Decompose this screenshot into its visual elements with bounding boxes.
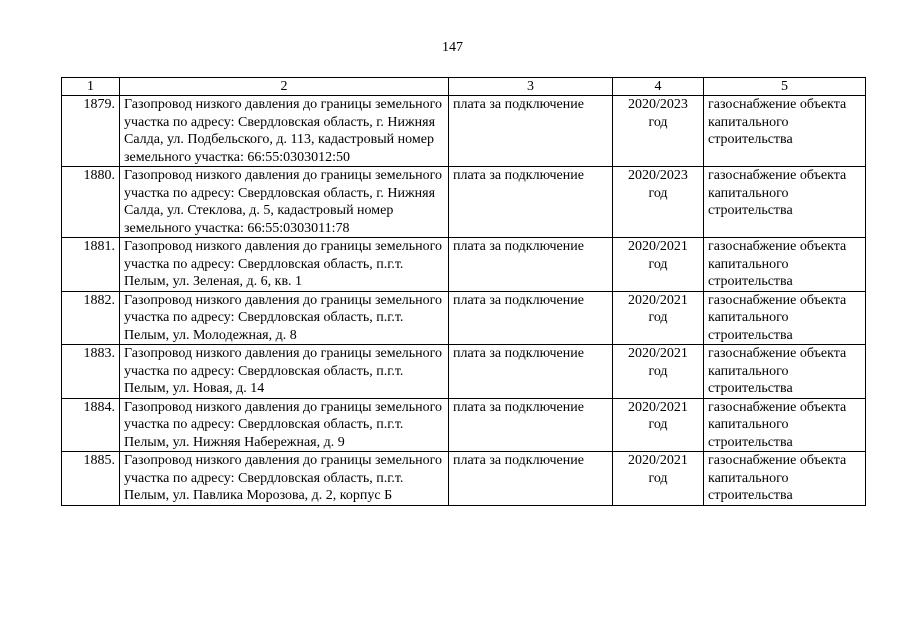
row-number-cell: 1885. [62, 452, 120, 506]
table-row [62, 96, 866, 167]
table-row [62, 345, 866, 399]
table-row [62, 167, 866, 238]
registry-table [61, 77, 866, 506]
purpose-cell: газоснабжение объекта капитального строительства [704, 96, 866, 167]
purpose-cell: газоснабжение объекта капитального строительства [704, 238, 866, 292]
purpose-cell: газоснабжение объекта капитального строительства [704, 345, 866, 399]
funding-source-cell: плата за подключение [449, 238, 613, 292]
table-row [62, 452, 866, 506]
object-description-cell: Газопровод низкого давления до границы земельного участка по адресу: Свердловская область, г. Нижняя Салда, ул. Стеклова, д. 5, кадастровый номер земельного участка: 66:55:0303011:78 [120, 167, 449, 238]
period-cell: 2020/2023 год [613, 167, 704, 238]
period-cell: 2020/2023 год [613, 96, 704, 167]
object-description-cell: Газопровод низкого давления до границы земельного участка по адресу: Свердловская область, г. Нижняя Салда, ул. Подбельского, д. 113, кадастровый номер земельного участка: 66:55:0303012:50 [120, 96, 449, 167]
funding-source-cell: плата за подключение [449, 96, 613, 167]
object-description-cell: Газопровод низкого давления до границы земельного участка по адресу: Свердловская область, п.г.т. Пелым, ул. Молодежная, д. 8 [120, 291, 449, 345]
row-number-cell: 1883. [62, 345, 120, 399]
object-description-cell: Газопровод низкого давления до границы земельного участка по адресу: Свердловская область, п.г.т. Пелым, ул. Павлика Морозова, д. 2, корпус Б [120, 452, 449, 506]
row-number-cell: 1879. [62, 96, 120, 167]
purpose-cell: газоснабжение объекта капитального строительства [704, 452, 866, 506]
page-number: 147 [442, 40, 463, 55]
column-header-2: 2 [120, 78, 449, 96]
funding-source-cell: плата за подключение [449, 167, 613, 238]
row-number-cell: 1880. [62, 167, 120, 238]
column-header-3: 3 [449, 78, 613, 96]
period-cell: 2020/2021 год [613, 291, 704, 345]
row-number-cell: 1882. [62, 291, 120, 345]
table-row [62, 291, 866, 345]
column-header-4: 4 [613, 78, 704, 96]
period-cell: 2020/2021 год [613, 452, 704, 506]
funding-source-cell: плата за подключение [449, 398, 613, 452]
funding-source-cell: плата за подключение [449, 291, 613, 345]
purpose-cell: газоснабжение объекта капитального строительства [704, 291, 866, 345]
object-description-cell: Газопровод низкого давления до границы земельного участка по адресу: Свердловская область, п.г.т. Пелым, ул. Зеленая, д. 6, кв. 1 [120, 238, 449, 292]
period-cell: 2020/2021 год [613, 238, 704, 292]
table-row [62, 238, 866, 292]
object-description-cell: Газопровод низкого давления до границы земельного участка по адресу: Свердловская область, п.г.т. Пелым, ул. Новая, д. 14 [120, 345, 449, 399]
column-header-5: 5 [704, 78, 866, 96]
funding-source-cell: плата за подключение [449, 345, 613, 399]
funding-source-cell: плата за подключение [449, 452, 613, 506]
header-row [62, 78, 866, 96]
table-row [62, 398, 866, 452]
period-cell: 2020/2021 год [613, 398, 704, 452]
purpose-cell: газоснабжение объекта капитального строительства [704, 167, 866, 238]
period-cell: 2020/2021 год [613, 345, 704, 399]
row-number-cell: 1881. [62, 238, 120, 292]
purpose-cell: газоснабжение объекта капитального строительства [704, 398, 866, 452]
row-number-cell: 1884. [62, 398, 120, 452]
column-header-1: 1 [62, 78, 120, 96]
object-description-cell: Газопровод низкого давления до границы земельного участка по адресу: Свердловская область, п.г.т. Пелым, ул. Нижняя Набережная, д. 9 [120, 398, 449, 452]
